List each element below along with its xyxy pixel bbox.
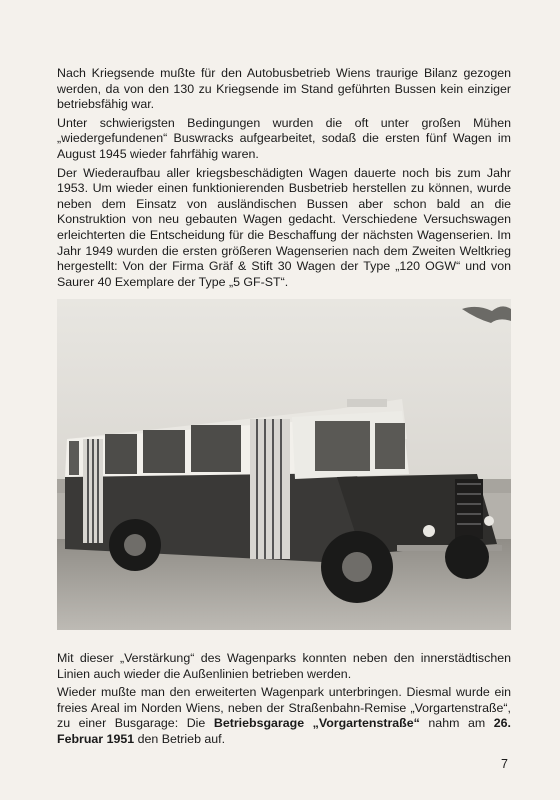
paragraph-5-part1: Wieder mußte man den erweiterten Wagenpark unterbringen. Diesmal wurde ein freies Areal im Norden Wiens, neben der Straßenbahn-Remise „Vorgartenstraße“, zu einer Busgarage: Die <box>57 685 511 731</box>
paragraph-5 <box>57 685 511 747</box>
top-text-block <box>57 66 511 293</box>
bus-illustration <box>57 299 511 630</box>
paragraph-1: Nach Kriegsende mußte für den Autobusbetrieb Wiens traurige Bilanz gezogen werden, da von den 130 zu Kriegsende im Stand geführten Bussen kein einziger betriebsfähig war. <box>57 66 511 112</box>
paragraph-4: Mit dieser „Verstärkung“ des Wagenparks konnten neben den innerstädtischen Linien auch wieder die Außenlinien betrieben werden. <box>57 651 511 681</box>
opening-date: 26. Februar 1951 <box>57 716 511 746</box>
paragraph-5-part3: den Betrieb auf. <box>134 731 226 746</box>
paragraph-3: Der Wiederaufbau aller kriegsbeschädigten Wagen dauerte noch bis zum Jahr 1953. Um wieder einen funktionierenden Busbetrieb herstellen zu können, wurde neben dem Einsatz von ausländischen Bussen aber schon bald an die Konstruktion von neu gebauten Wagen gedacht. Verschiedene Versuchswagen erleichterten die Entscheidung für die Beschaffung der nächsten Wagenserien. Im Jahr 1949 wurden die ersten größeren Wagenserien nach dem Zweiten Weltkrieg hergestellt: Von der Firma Gräf & Stift 30 Wagen der Type „120 OGW“ und von Saurer 40 Exemplare der Type „5 GF-ST“. <box>57 165 511 289</box>
bottom-text-block <box>57 651 511 751</box>
garage-name: Betriebsgarage „Vorgartenstraße“ <box>213 716 420 731</box>
paragraph-5-part2: nahm am <box>419 716 494 731</box>
bus-photo <box>57 299 511 630</box>
page-number: 7 <box>501 757 508 771</box>
paragraph-2: Unter schwierigsten Bedingungen wurden die oft unter großen Mühen „wiedergefundenen“ Buswracks aufgearbeitet, sodaß die ersten fünf Wagen im August 1945 wieder fahrfähig waren. <box>57 115 511 161</box>
